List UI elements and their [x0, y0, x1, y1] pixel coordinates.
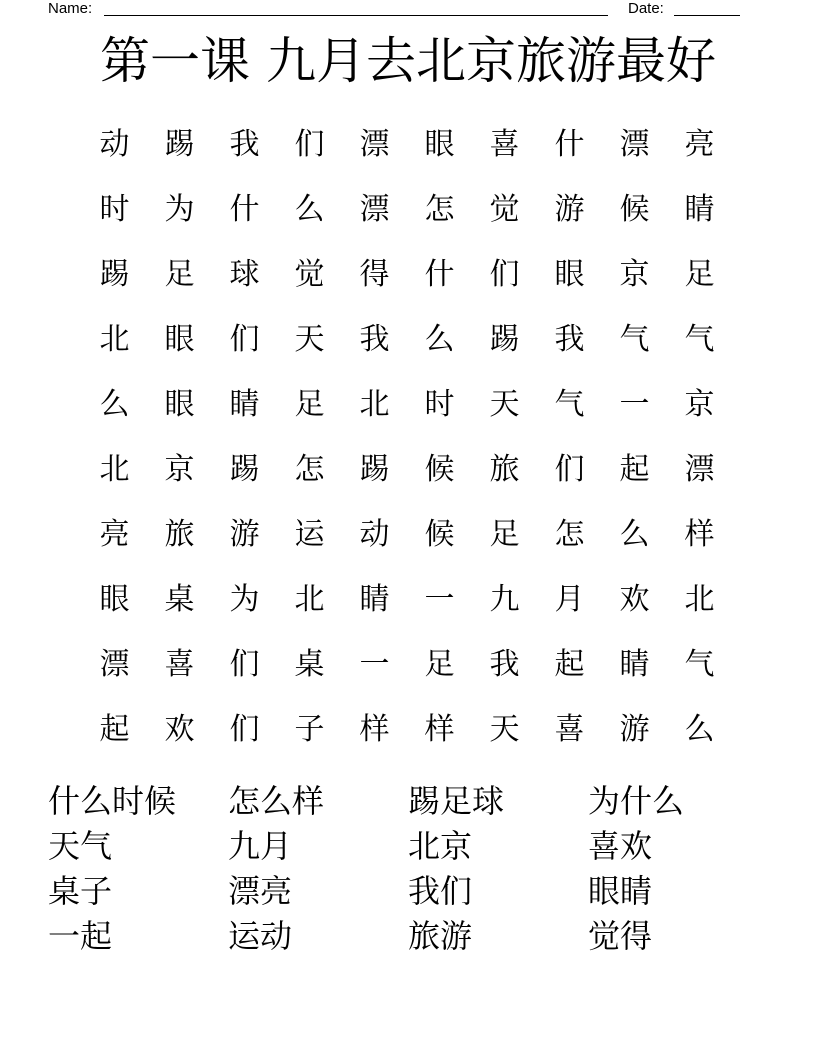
grid-character: 亮: [684, 127, 715, 162]
grid-character: 京: [619, 257, 650, 292]
grid-row: [82, 510, 732, 575]
grid-character: 觉: [489, 192, 520, 227]
word-row: [48, 870, 768, 915]
grid-character: 起: [99, 712, 130, 747]
grid-character: 喜: [164, 647, 195, 682]
date-line: [674, 15, 740, 16]
grid-character: 气: [684, 322, 715, 357]
grid-character: 眼: [99, 582, 130, 617]
grid-character: 漂: [619, 127, 650, 162]
grid-character: 怎: [424, 192, 455, 227]
grid-character: 一: [619, 387, 650, 422]
grid-character: 气: [554, 387, 585, 422]
grid-character: 北: [99, 452, 130, 487]
grid-character: 怎: [554, 517, 585, 552]
grid-row: [82, 250, 732, 315]
date-label: Date:: [628, 0, 664, 17]
grid-character: 旅: [489, 452, 520, 487]
grid-character: 眼: [164, 322, 195, 357]
grid-character: 子: [294, 712, 325, 747]
grid-character: 踢: [99, 257, 130, 292]
vocabulary-word: 什么时候: [48, 782, 177, 820]
vocabulary-word: 一起: [48, 917, 113, 955]
grid-character: 们: [229, 647, 260, 682]
vocabulary-word: 运动: [228, 917, 293, 955]
grid-character: 眼: [424, 127, 455, 162]
grid-character: 候: [424, 452, 455, 487]
grid-character: 么: [424, 322, 455, 357]
grid-character: 睛: [359, 582, 390, 617]
grid-character: 我: [229, 127, 260, 162]
grid-character: 睛: [684, 192, 715, 227]
grid-character: 北: [684, 582, 715, 617]
grid-character: 们: [229, 322, 260, 357]
grid-character: 漂: [359, 192, 390, 227]
grid-character: 月: [554, 582, 585, 617]
grid-character: 们: [294, 127, 325, 162]
vocabulary-word: 为什么: [588, 782, 685, 820]
grid-character: 气: [684, 647, 715, 682]
grid-character: 喜: [489, 127, 520, 162]
vocabulary-list: [48, 780, 768, 960]
grid-character: 样: [359, 712, 390, 747]
grid-character: 足: [294, 387, 325, 422]
grid-character: 天: [294, 322, 325, 357]
grid-character: 我: [489, 647, 520, 682]
word-row: [48, 915, 768, 960]
grid-character: 天: [489, 387, 520, 422]
grid-character: 天: [489, 712, 520, 747]
grid-character: 足: [489, 517, 520, 552]
grid-character: 什: [424, 257, 455, 292]
grid-character: 时: [424, 387, 455, 422]
grid-character: 时: [99, 192, 130, 227]
word-row: [48, 780, 768, 825]
vocabulary-word: 北京: [408, 827, 473, 865]
vocabulary-word: 眼睛: [588, 872, 653, 910]
word-row: [48, 825, 768, 870]
vocabulary-word: 漂亮: [228, 872, 293, 910]
grid-row: [82, 185, 732, 250]
grid-character: 足: [164, 257, 195, 292]
grid-character: 眼: [164, 387, 195, 422]
grid-character: 喜: [554, 712, 585, 747]
grid-row: [82, 120, 732, 185]
grid-character: 游: [554, 192, 585, 227]
vocabulary-word: 桌子: [48, 872, 113, 910]
grid-character: 京: [684, 387, 715, 422]
grid-character: 候: [424, 517, 455, 552]
grid-character: 么: [99, 387, 130, 422]
grid-character: 漂: [99, 647, 130, 682]
grid-character: 桌: [294, 647, 325, 682]
grid-character: 觉: [294, 257, 325, 292]
vocabulary-word: 踢足球: [408, 782, 505, 820]
name-label: Name:: [48, 0, 93, 17]
grid-character: 游: [619, 712, 650, 747]
grid-character: 漂: [684, 452, 715, 487]
grid-character: 起: [554, 647, 585, 682]
grid-character: 北: [294, 582, 325, 617]
grid-character: 们: [489, 257, 520, 292]
grid-character: 足: [424, 647, 455, 682]
grid-character: 足: [684, 257, 715, 292]
grid-character: 踢: [164, 127, 195, 162]
grid-character: 桌: [164, 582, 195, 617]
vocabulary-word: 九月: [228, 827, 293, 865]
vocabulary-word: 旅游: [408, 917, 473, 955]
grid-character: 一: [424, 582, 455, 617]
grid-character: 踢: [359, 452, 390, 487]
grid-character: 么: [294, 192, 325, 227]
grid-character: 旅: [164, 517, 195, 552]
grid-character: 动: [359, 517, 390, 552]
grid-character: 样: [684, 517, 715, 552]
grid-character: 候: [619, 192, 650, 227]
vocabulary-word: 怎么样: [228, 782, 325, 820]
vocabulary-word: 我们: [408, 872, 473, 910]
grid-character: 九: [489, 582, 520, 617]
grid-row: [82, 640, 732, 705]
grid-character: 眼: [554, 257, 585, 292]
grid-character: 么: [619, 517, 650, 552]
grid-row: [82, 445, 732, 510]
grid-character: 睛: [619, 647, 650, 682]
vocabulary-word: 天气: [48, 827, 113, 865]
character-grid: [82, 120, 732, 770]
vocabulary-word: 觉得: [588, 917, 653, 955]
grid-row: [82, 380, 732, 445]
grid-character: 欢: [619, 582, 650, 617]
grid-character: 漂: [359, 127, 390, 162]
grid-character: 欢: [164, 712, 195, 747]
grid-character: 动: [99, 127, 130, 162]
grid-character: 么: [684, 712, 715, 747]
grid-character: 为: [229, 582, 260, 617]
grid-character: 游: [229, 517, 260, 552]
grid-character: 球: [229, 257, 260, 292]
page-title: 第一课 九月去北京旅游最好: [100, 32, 716, 90]
worksheet-header: [48, 0, 740, 20]
grid-character: 我: [359, 322, 390, 357]
grid-character: 京: [164, 452, 195, 487]
grid-character: 得: [359, 257, 390, 292]
grid-row: [82, 315, 732, 380]
grid-character: 运: [294, 517, 325, 552]
grid-character: 起: [619, 452, 650, 487]
grid-character: 亮: [99, 517, 130, 552]
grid-character: 北: [359, 387, 390, 422]
grid-character: 睛: [229, 387, 260, 422]
grid-character: 什: [554, 127, 585, 162]
grid-character: 为: [164, 192, 195, 227]
grid-character: 怎: [294, 452, 325, 487]
grid-row: [82, 575, 732, 640]
grid-character: 我: [554, 322, 585, 357]
vocabulary-word: 喜欢: [588, 827, 653, 865]
grid-character: 一: [359, 647, 390, 682]
grid-character: 踢: [489, 322, 520, 357]
grid-character: 北: [99, 322, 130, 357]
name-line: [104, 15, 608, 16]
grid-row: [82, 705, 732, 770]
grid-character: 踢: [229, 452, 260, 487]
grid-character: 们: [554, 452, 585, 487]
grid-character: 气: [619, 322, 650, 357]
grid-character: 样: [424, 712, 455, 747]
grid-character: 们: [229, 712, 260, 747]
grid-character: 什: [229, 192, 260, 227]
